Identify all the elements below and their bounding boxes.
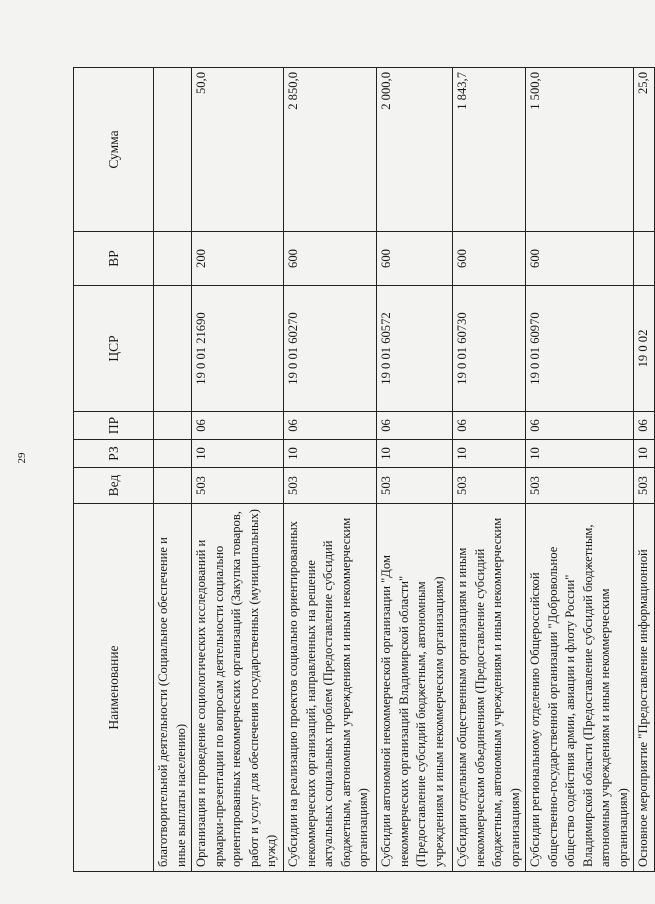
cell-sum: 50,0	[192, 68, 284, 232]
table-row	[154, 68, 192, 872]
cell-rz: 10	[453, 440, 526, 468]
header-rz: РЗ	[74, 440, 154, 468]
header-vr: ВР	[74, 232, 154, 286]
cell-vr	[634, 232, 655, 286]
cell-vr	[154, 232, 192, 286]
cell-csr: 19 0 01 60270	[284, 286, 377, 412]
header-pr: ПР	[74, 412, 154, 440]
cell-name: Субсидии региональному отделению Общероссийской общественно-государственной организации "Добровольное общество содействия армии, авиации и флоту России" Владимирской области (Предоставление субсидий бюджетным, автономным учреждениям и иным некоммерческим организациям)	[526, 504, 634, 872]
cell-vr: 600	[453, 232, 526, 286]
cell-sum: 2 850,0	[284, 68, 377, 232]
table-row	[453, 68, 526, 872]
cell-rz: 10	[377, 440, 453, 468]
cell-ved: 503	[192, 468, 284, 504]
cell-rz: 10	[634, 440, 655, 468]
table-header-row	[74, 68, 154, 872]
table-row	[192, 68, 284, 872]
cell-pr: 06	[377, 412, 453, 440]
header-ved: Вед	[74, 468, 154, 504]
cell-csr: 19 0 01 60572	[377, 286, 453, 412]
cell-vr: 600	[377, 232, 453, 286]
cell-rz: 10	[192, 440, 284, 468]
cell-pr	[154, 412, 192, 440]
cell-pr: 06	[192, 412, 284, 440]
cell-pr: 06	[284, 412, 377, 440]
cell-csr: 19 0 01 60730	[453, 286, 526, 412]
budget-table	[73, 67, 655, 872]
cell-name: Субсидии на реализацию проектов социально ориентированных некоммерческих организаций, направленных на решение актуальных социальных проблем (Предоставление субсидий бюджетным, автономным учреждениям и иным некоммерческим организациям)	[284, 504, 377, 872]
cell-sum: 1 500,0	[526, 68, 634, 232]
header-sum: Сумма	[74, 68, 154, 232]
cell-csr	[154, 286, 192, 412]
cell-ved	[154, 468, 192, 504]
page-number: 29	[16, 452, 28, 464]
cell-ved: 503	[377, 468, 453, 504]
cell-csr: 19 0 01 21690	[192, 286, 284, 412]
cell-sum: 1 843,7	[453, 68, 526, 232]
cell-csr: 19 0 02	[634, 286, 655, 412]
cell-csr: 19 0 01 60970	[526, 286, 634, 412]
cell-sum: 25,0	[634, 68, 655, 232]
cell-rz: 10	[284, 440, 377, 468]
cell-sum: 2 000,0	[377, 68, 453, 232]
table-row	[377, 68, 453, 872]
cell-name: Субсидии автономной некоммерческой организации "Дом некоммерческих организаций Владимирской области" (Предоставление субсидий бюджетным, автономным учреждениям и иным некоммерческим организациям)	[377, 504, 453, 872]
cell-rz	[154, 440, 192, 468]
cell-pr: 06	[526, 412, 634, 440]
cell-name: благотворительной деятельности (Социальное обеспечение и иные выплаты населению)	[154, 504, 192, 872]
cell-name: Субсидии отдельным общественным организациям и иным некоммерческим объединениям (Предоставление субсидий бюджетным, автономным учреждениям и иным некоммерческим организациям)	[453, 504, 526, 872]
cell-pr: 06	[453, 412, 526, 440]
cell-name: Основное мероприятие "Предоставление информационной	[634, 504, 655, 872]
cell-pr: 06	[634, 412, 655, 440]
cell-ved: 503	[526, 468, 634, 504]
cell-ved: 503	[453, 468, 526, 504]
cell-ved: 503	[634, 468, 655, 504]
cell-vr: 600	[284, 232, 377, 286]
rotated-page	[73, 68, 650, 872]
table-row	[526, 68, 634, 872]
cell-name: Организация и проведение социологических исследований и ярмарки-презентации по вопросам деятельности социально ориентированных некоммерческих организаций (Закупка товаров, работ и услуг для обеспечения государственных (муниципальных) нужд)	[192, 504, 284, 872]
table-row	[634, 68, 655, 872]
cell-ved: 503	[284, 468, 377, 504]
header-name: Наименование	[74, 504, 154, 872]
header-csr: ЦСР	[74, 286, 154, 412]
cell-sum	[154, 68, 192, 232]
cell-vr: 600	[526, 232, 634, 286]
cell-rz: 10	[526, 440, 634, 468]
cell-vr: 200	[192, 232, 284, 286]
table-row	[284, 68, 377, 872]
